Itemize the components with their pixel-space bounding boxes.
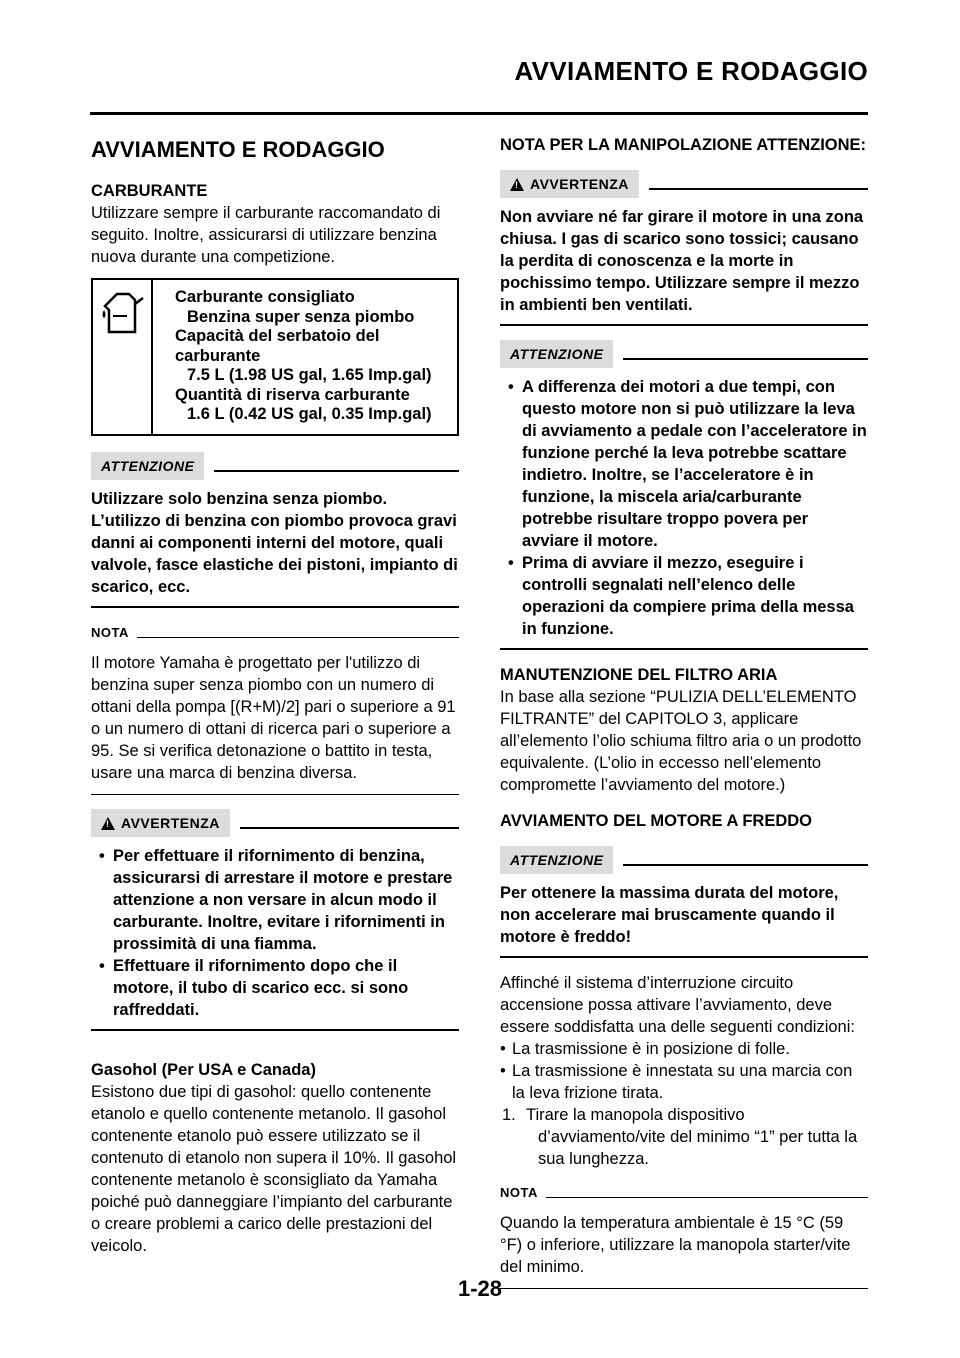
nota-text: Quando la temperatura ambientale è 15 °C (59 °F) o inferiore, utilizzare la manopola starter/vite del minimo. (500, 1214, 851, 1276)
left-column (91, 128, 459, 1257)
right-column (500, 128, 868, 1303)
attenzione-bar (500, 340, 868, 368)
avvertenza-bar (500, 170, 868, 198)
step-number: 1. (502, 1106, 516, 1124)
fuel-spec-box (91, 278, 459, 436)
nota-bar (91, 622, 459, 644)
step-text: Tirare la manopola dispositivo d’avviamento/vite del minimo “1” per tutta la sua lunghezza. (526, 1106, 858, 1168)
attenzione-label: ATTENZIONE (500, 846, 613, 874)
list-item: • A differenza dei motori a due tempi, con questo motore non si può utilizzare la leva di avviamento a pedale con l’acceleratore in funzione perché la leva potrebbe scattare indietro. Inoltre, se l’acceleratore è in funzione, la miscela aria/carburante potrebbe risultare troppo povera per avviare il motore. (500, 376, 868, 552)
spec-value-capacity: 7.5 L (1.98 US gal, 1.65 Imp.gal) (187, 366, 432, 384)
nota-text: Il motore Yamaha è progettato per l'utilizzo di benzina super senza piombo con un numero di ottani della pompa [(R+M)/2] pari o superiore a 91 o un numero di ottani di ricerca pari o superiore a 95. Se si verifica detonazione o battito in testa, usare una marca di benzina diversa. (91, 654, 456, 782)
avvertenza-label: AVVERTENZA (121, 815, 220, 831)
attenzione-label: ATTENZIONE (500, 340, 613, 368)
list-item: • Effettuare il rifornimento dopo che il motore, il tubo di scarico ecc. si sono raffreddati. (91, 955, 459, 1021)
header-title: AVVIAMENTO E RODAGGIO (514, 56, 868, 86)
filtro-text: In base alla sezione “PULIZIA DELL’ELEMENTO FILTRANTE” del CAPITOLO 3, applicare all’elemento l’olio schiuma filtro aria o un prodotto equivalente. (L’olio in eccesso nell’elemento compromette l’avviamento del motore.) (500, 688, 862, 794)
spec-value-reserve: 1.6 L (0.42 US gal, 0.35 Imp.gal) (187, 405, 432, 423)
list-item: • La trasmissione è innestata su una marcia con la leva frizione tirata. (500, 1060, 868, 1104)
section-title: AVVIAMENTO E RODAGGIO (91, 137, 385, 162)
attenzione-text: Utilizzare solo benzina senza piombo. L’utilizzo di benzina con piombo provoca gravi danni ai componenti interni del motore, quali valvole, fasce elastiche dei pistoni, impianto di scarico, ecc. (91, 490, 458, 596)
spec-value-fuel: Benzina super senza piombo (187, 307, 415, 326)
nota-label: NOTA (500, 1185, 538, 1200)
attenzione-bar (500, 846, 868, 874)
avvertenza-label: AVVERTENZA (530, 176, 629, 192)
fuel-spec-body (153, 280, 457, 434)
spec-label-capacity: Capacità del serbatoio del carburante (175, 327, 380, 365)
avvertenza-bar (91, 809, 459, 837)
gasohol-text: Esistono due tipi di gasohol: quello contenente etanolo e quello contenente metanolo. Il gasohol contenente etanolo può essere utilizzato se il contenuto di etanolo non supera il 10%. Il gasohol contenente metanolo è sconsigliato da Yamaha poiché può danneggiare l’impianto del carburante o creare problemi a carico delle prestazioni del veicolo. (91, 1083, 457, 1255)
nota-manipolazione-heading: NOTA PER LA MANIPOLAZIONE ATTENZIONE: (500, 136, 867, 154)
freddo-intro: Affinché il sistema d’interruzione circuito accensione possa attivare l’avviamento, deve essere soddisfatta una delle seguenti condizioni: (500, 974, 855, 1036)
filtro-heading: MANUTENZIONE DEL FILTRO ARIA (500, 666, 778, 684)
attenzione-bar (91, 452, 459, 480)
warning-triangle-icon: ! (510, 178, 524, 191)
page-number: 1-28 (457, 1276, 503, 1301)
nota-label: NOTA (91, 625, 129, 640)
avvertenza-text: Non avviare né far girare il motore in una zona chiusa. I gas di scarico sono tossici; causano la perdita di conoscenza e la morte in pochissimo tempo. Utilizzare sempre il mezzo in ambienti ben ventilati. (500, 208, 864, 314)
attenzione-label: ATTENZIONE (91, 452, 204, 480)
spec-label-reserve: Quantità di riserva carburante (175, 385, 410, 404)
warning-triangle-icon: ! (101, 817, 115, 830)
attenzione-list (500, 376, 868, 640)
spec-label-fuel: Carburante consigliato (175, 288, 355, 306)
step-1 (500, 1104, 868, 1170)
list-item: • Per effettuare il rifornimento di benzina, assicurarsi di arrestare il motore e prestare attenzione a non versare in alcun modo il carburante. Inoltre, evitare i rifornimenti in prossimità di una fiamma. (91, 845, 459, 955)
nota-bar (500, 1182, 868, 1204)
freddo-heading: AVVIAMENTO DEL MOTORE A FREDDO (500, 812, 812, 830)
gasohol-heading: Gasohol (Per USA e Canada) (91, 1061, 316, 1079)
conditions-list (500, 1038, 868, 1104)
carburante-heading: CARBURANTE (91, 182, 208, 200)
avvertenza-list (91, 845, 459, 1021)
avvertenza-chip (500, 170, 639, 198)
list-item: • Prima di avviare il mezzo, eseguire i controlli segnalati nell’elenco delle operazioni da compiere prima della messa in funzione. (500, 552, 868, 640)
fuel-can-icon (93, 280, 153, 434)
attenzione-text: Per ottenere la massima durata del motore, non accelerare mai bruscamente quando il motore è freddo! (500, 884, 839, 946)
header-rule (90, 112, 868, 115)
list-item: • La trasmissione è in posizione di folle. (500, 1038, 868, 1060)
carburante-text: Utilizzare sempre il carburante raccomandato di seguito. Inoltre, assicurarsi di utilizzare benzina nuova durante una competizione. (91, 204, 441, 266)
avvertenza-chip (91, 809, 230, 837)
